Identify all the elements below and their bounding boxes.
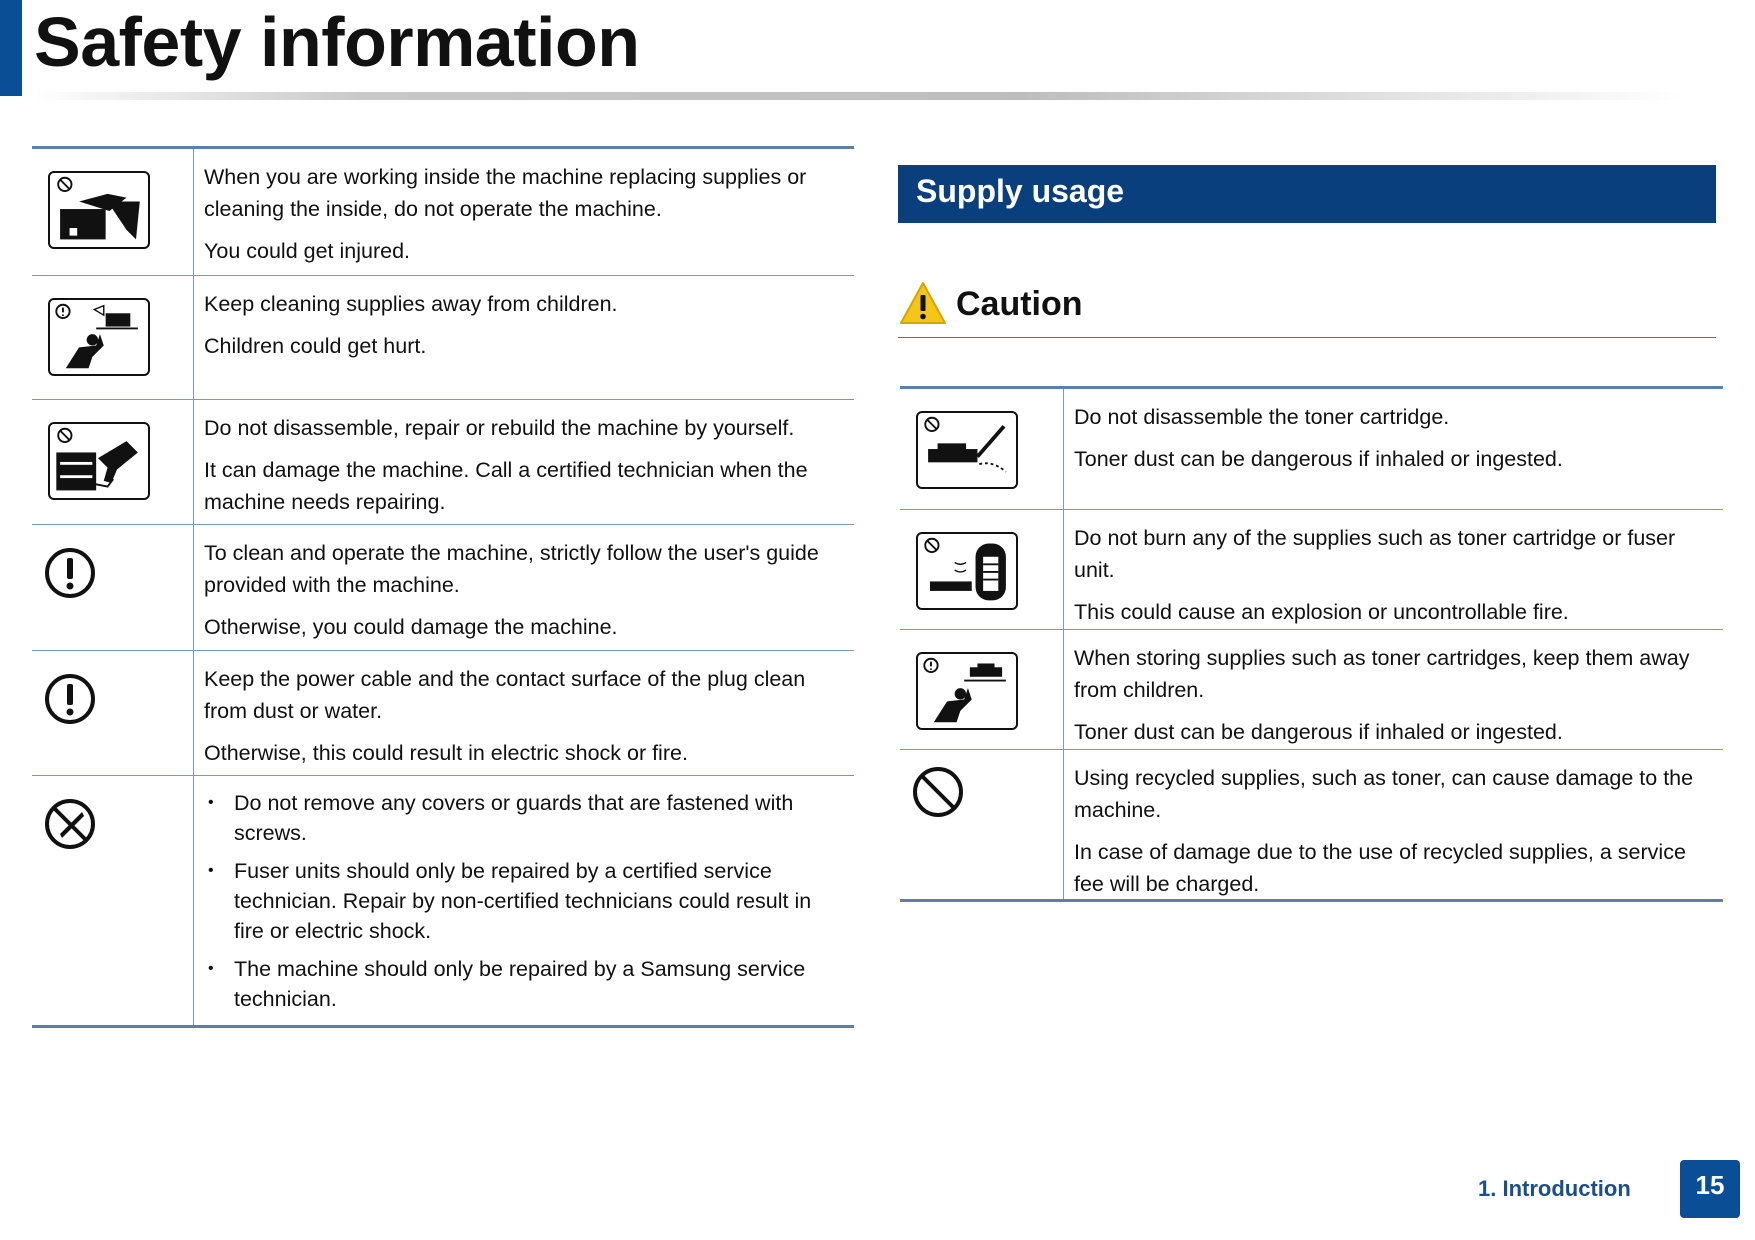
table-row <box>32 524 854 650</box>
section-title: Supply usage <box>916 173 1125 209</box>
no-tools-icon <box>44 798 96 850</box>
section-header <box>898 165 1716 223</box>
caution-heading <box>898 278 1716 338</box>
keep-from-children-icon <box>48 298 150 376</box>
table-row <box>900 389 1723 509</box>
row-text: Keep the power cable and the contact surface of the plug clean from dust or water. <box>204 667 806 723</box>
row-text: Using recycled supplies, such as toner, can cause damage to the machine. <box>1074 766 1694 822</box>
bullet-list <box>204 788 844 1014</box>
row-text: Toner dust can be dangerous if inhaled or ingested. <box>1074 447 1563 471</box>
title-accent-bar <box>0 0 22 96</box>
table-row <box>900 629 1723 749</box>
table-row <box>900 749 1723 899</box>
row-text: Do not burn any of the supplies such as toner cartridge or fuser unit. <box>1074 526 1676 582</box>
row-text: When you are working inside the machine replacing supplies or cleaning the inside, do not operate the machine. <box>204 165 807 221</box>
no-disassemble-cartridge-icon <box>916 411 1018 489</box>
row-text: You could get injured. <box>204 239 411 263</box>
row-text: When storing supplies such as toner cartridges, keep them away from children. <box>1074 646 1690 702</box>
list-item: • Do not remove any covers or guards that are fastened with screws. <box>204 788 844 848</box>
list-item: • The machine should only be repaired by a Samsung service technician. <box>204 954 844 1014</box>
table-row <box>32 775 854 1025</box>
caution-label: Caution <box>956 285 1083 323</box>
row-text: Do not disassemble, repair or rebuild the machine by yourself. <box>204 416 795 440</box>
row-text: Do not disassemble the toner cartridge. <box>1074 405 1450 429</box>
exclamation-icon <box>44 673 96 725</box>
page-number: 15 <box>1680 1160 1740 1218</box>
prohibited-icon <box>912 766 964 818</box>
keep-cartridge-from-children-icon <box>916 652 1018 730</box>
no-burn-icon <box>916 532 1018 610</box>
table-row <box>32 650 854 775</box>
footer-chapter-link[interactable]: 1. Introduction <box>1478 1176 1631 1201</box>
supply-table <box>900 386 1723 902</box>
no-hands-inside-icon <box>48 171 150 249</box>
exclamation-icon <box>44 547 96 599</box>
row-text: To clean and operate the machine, strictly follow the user's guide provided with the machine. <box>204 541 819 597</box>
row-text: Otherwise, you could damage the machine. <box>204 615 618 639</box>
table-row <box>32 399 854 524</box>
row-text: Keep cleaning supplies away from children. <box>204 292 618 316</box>
row-text: In case of damage due to the use of recycled supplies, a service fee will be charged. <box>1074 840 1686 896</box>
table-row <box>900 509 1723 629</box>
row-text: It can damage the machine. Call a certified technician when the machine needs repairing. <box>204 458 808 514</box>
table-row <box>32 149 854 275</box>
title-divider <box>34 92 1684 100</box>
row-text: Toner dust can be dangerous if inhaled or ingested. <box>1074 720 1563 744</box>
warning-icon <box>898 280 948 326</box>
row-text: Otherwise, this could result in electric shock or fire. <box>204 741 688 765</box>
no-disassemble-icon <box>48 422 150 500</box>
table-row <box>32 275 854 399</box>
row-text: Children could get hurt. <box>204 334 427 358</box>
safety-table <box>32 146 854 1028</box>
page-title: Safety information <box>34 3 640 81</box>
row-text: This could cause an explosion or uncontrollable fire. <box>1074 600 1569 624</box>
list-item: • Fuser units should only be repaired by a certified service technician. Repair by non-certified technicians could result in fire or electric shock. <box>204 856 844 946</box>
